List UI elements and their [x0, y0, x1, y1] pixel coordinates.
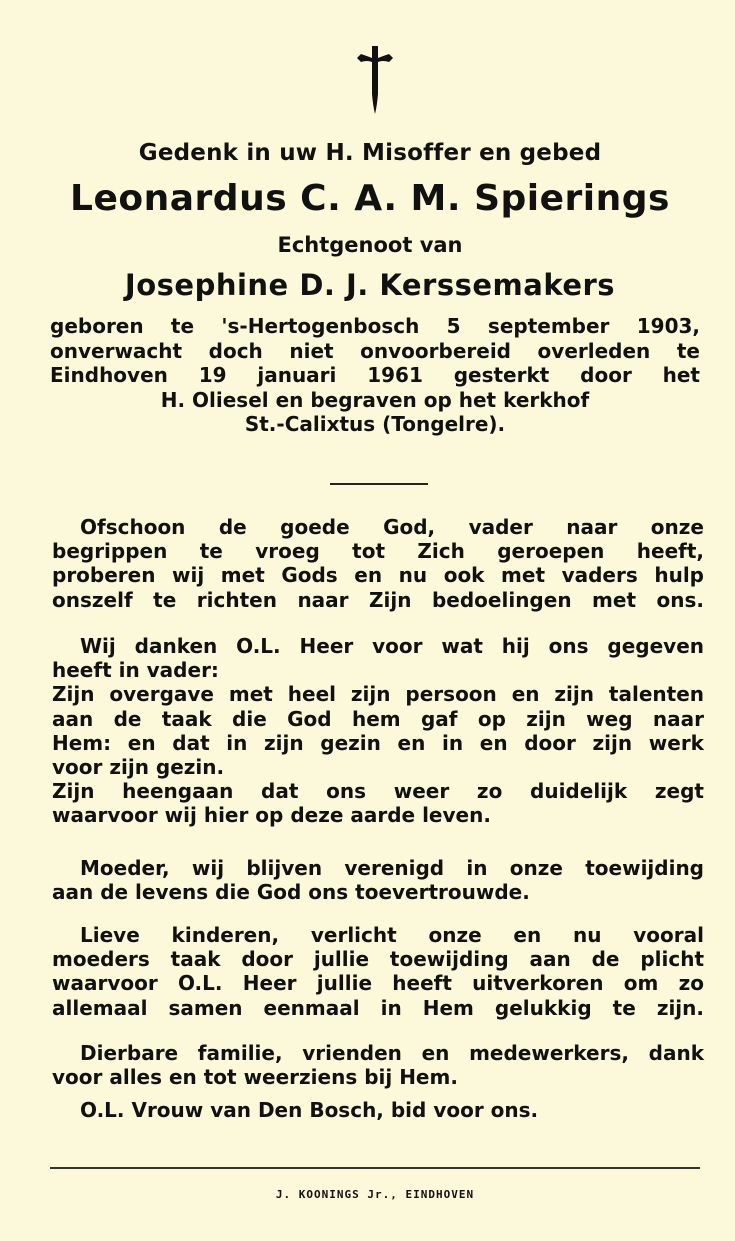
- text-line: aan de taak die God hem gaf op zijn weg naar: [52, 706, 704, 731]
- spouse-label: Echtgenoot van: [277, 233, 463, 257]
- bio-line: geboren te 's-Hertogenbosch 5 september 1903,: [50, 314, 700, 338]
- bio-line: Eindhoven 19 januari 1961 gesterkt door het: [50, 363, 700, 387]
- text-line: proberen wij met Gods en nu ook met vaders hulp: [52, 563, 704, 588]
- text-line: onszelf te richten naar Zijn bedoelingen met ons.: [52, 587, 704, 612]
- divider: [330, 483, 428, 485]
- text-line: Wij danken O.L. Heer voor wat hij ons gegeven: [80, 634, 704, 658]
- intro-text: Gedenk in uw H. Misoffer en gebed: [138, 140, 602, 166]
- text-line: Moeder, wij blijven verenigd in onze toewijding: [80, 856, 704, 880]
- cross-icon: [353, 44, 397, 116]
- text-line: Ofschoon de goede God, vader naar onze: [80, 515, 704, 539]
- paragraph: [52, 923, 704, 1020]
- deceased-name: Leonardus C. A. M. Spierings: [70, 178, 670, 219]
- text-line: O.L. Vrouw van Den Bosch, bid voor ons.: [80, 1098, 539, 1122]
- text-line: Hem: en dat in zijn gezin en in en door zijn werk: [52, 730, 704, 755]
- paragraph: [52, 856, 704, 904]
- paragraph: [52, 1041, 704, 1089]
- paragraph: [52, 515, 704, 612]
- paragraph: [52, 1098, 704, 1122]
- text-line: waarvoor wij hier op deze aarde leven.: [52, 803, 491, 828]
- printer-credit: J. KOONINGS Jr., EINDHOVEN: [275, 1188, 475, 1201]
- footer-divider: [50, 1167, 700, 1169]
- paragraph: [52, 634, 704, 828]
- text-line: allemaal samen eenmaal in Hem gelukkig te zijn.: [52, 995, 704, 1020]
- text-line: voor alles en tot weerziens bij Hem.: [52, 1065, 458, 1090]
- text-line: Zijn heengaan dat ons weer zo duidelijk zegt: [52, 779, 704, 804]
- bio-line: St.-Calixtus (Tongelre).: [244, 412, 506, 436]
- bio-line: onverwacht doch niet onvoorbereid overleden te: [50, 338, 700, 363]
- text-line: Dierbare familie, vrienden en medewerkers, dank: [80, 1041, 704, 1065]
- text-line: voor zijn gezin.: [52, 755, 225, 780]
- text-line: waarvoor O.L. Heer jullie heeft uitverkoren om zo: [52, 971, 704, 996]
- text-line: aan de levens die God ons toevertrouwde.: [52, 880, 530, 905]
- bio-line: H. Oliesel en begraven op het kerkhof: [160, 387, 590, 412]
- text-line: moeders taak door jullie toewijding aan de plicht: [52, 947, 704, 972]
- text-line: heeft in vader:: [52, 658, 219, 683]
- text-line: Lieve kinderen, verlicht onze en nu vooral: [80, 923, 704, 947]
- text-line: Zijn overgave met heel zijn persoon en zijn talenten: [52, 682, 704, 707]
- spouse-name: Josephine D. J. Kerssemakers: [124, 268, 616, 302]
- biography: [50, 314, 700, 437]
- text-line: begrippen te vroeg tot Zich geroepen heeft,: [52, 539, 704, 564]
